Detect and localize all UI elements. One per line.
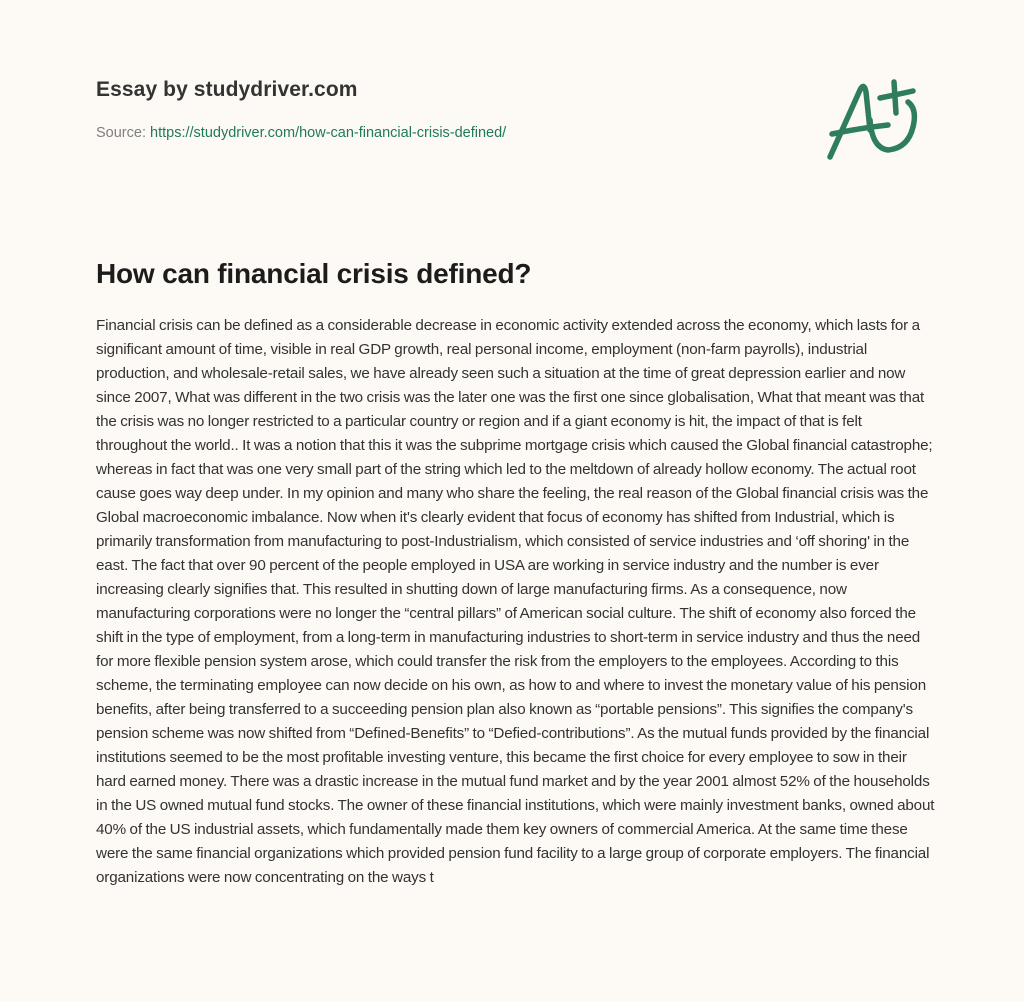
site-title: Essay by studydriver.com (96, 78, 358, 101)
essay-title: How can financial crisis defined? (96, 258, 532, 289)
source-link[interactable]: https://studydriver.com/how-can-financial-crisis-defined/ (150, 125, 507, 141)
essay-body: Financial crisis can be defined as a considerable decrease in economic activity extended across the economy, which lasts for a significant amount of time, visible in real GDP growth, real personal income, employment (non-farm payrolls), industrial production, and wholesale-retail sales, we have already seen such a situation at the time of great depression earlier and now since 2007, What was different in the two crisis was the later one was the first one since globalisation, What that meant was that the crisis was no longer restricted to a particular country or region and if a giant economy is hit, the impact of that is felt throughout the world.. It was a notion that this it was the subprime mortgage crisis which caused the Global financial catastrophe; whereas in fact that was one very small part of the string which led to the meltdown of already hollow economy. The actual root cause goes way deep under. In my opinion and many who share the feeling, the real reason of the Global financial crisis was the Global macroeconomic imbalance. Now when it's clearly evident that focus of economy has shifted from Industrial, which is primarily transformation from manufacturing to post-Industrialism, which consisted of service industries and ‘off shoring' in the east. The fact that over 90 percent of the people employed in USA are working in service industry and the number is ever increasing clearly signifies that. This resulted in shutting down of large manufacturing firms. As a consequence, now manufacturing corporations were no longer the “central pillars” of American social culture. The shift of economy also forced the shift in the type of employment, from a long-term in manufacturing industries to short-term in service industry and thus the need for more flexible pension system arose, which could transfer the risk from the employers to the employees. According to this scheme, the terminating employee can now decide on his own, as how to and where to invest the monetary value of his pension benefits, after being transferred to a succeeding pension plan also known as “portable pensions”. This signifies the company's pension scheme was now shifted from “Defined-Benefits” to “Defied-contributions”. As the mutual funds provided by the financial institutions seemed to be the most profitable investing venture, this became the first choice for every employee to sow in their hard earned money. There was a drastic increase in the mutual fund market and by the year 2001 almost 52% of the households in the US owned mutual fund stocks. The owner of these financial institutions, which were mainly investment banks, owned about 40% of the US industrial assets, which fundamentally made them key owners of commercial America. At the same time these were the same financial organizations which provided pension fund facility to a large group of corporate employers. The financial organizations were now concentrating on the ways t (96, 317, 935, 886)
source-line (96, 123, 796, 143)
source-label: Source: (96, 125, 146, 141)
a-plus-grade-icon (820, 40, 930, 165)
page-header (96, 76, 796, 143)
